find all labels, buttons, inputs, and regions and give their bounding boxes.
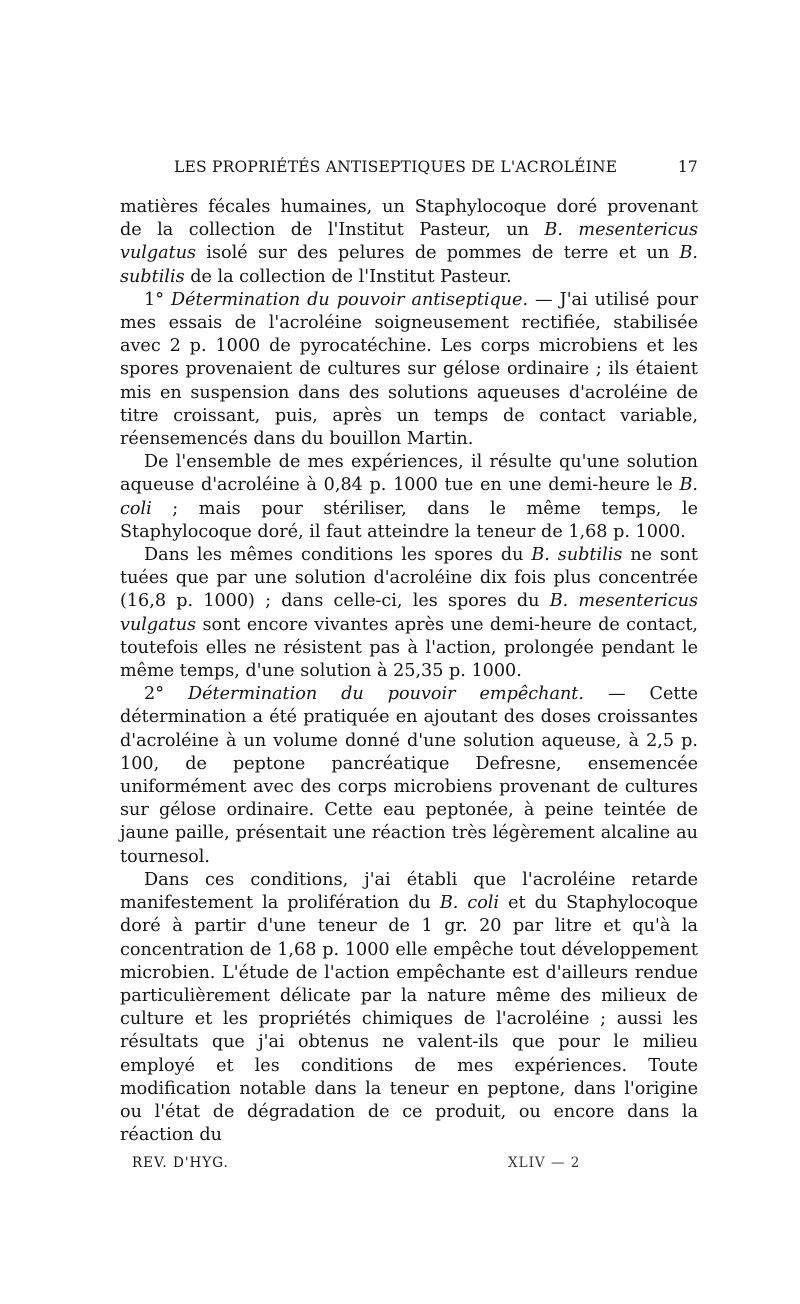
text-run: — J'ai utilisé pour mes essais de l'acroléine soigneusement rectifiée, stabilisée avec 2 p. 1000 de pyrocatéchine. Les corps microbiens et les spores provenaient de cultures sur gélose ordinaire ; ils étaient mis en suspension dans des solutions aqueuses d'acroléine de titre croissant, puis, après un temps de contact variable, réensemencés dans du bouillon Martin. xyxy=(120,289,698,450)
text-run: De l'ensemble de mes expériences, il résulte qu'une solution aqueuse d'acroléine à 0,84 p. 1000 tue en une demi-heure le xyxy=(120,452,698,496)
italic-text: B. subtilis xyxy=(531,545,623,566)
text-run: matières fécales humaines, un Staphylocoque doré provenant de la collection de l'Institut Pasteur, un xyxy=(120,197,698,241)
text-run: Dans ces conditions, j'ai établi que l'acroléine retarde manifestement la prolifération du xyxy=(120,869,698,914)
paragraph xyxy=(120,869,698,1147)
body-text xyxy=(120,196,698,1147)
italic-text: Détermination du pouvoir empêchant. xyxy=(188,684,584,705)
italic-text: B. coli xyxy=(120,475,698,519)
text-run: 2° xyxy=(144,684,188,705)
text-run: de la collection de l'Institut Pasteur. xyxy=(184,266,512,287)
journal-abbreviation: REV. D'HYG. xyxy=(132,1155,229,1172)
running-title: LES PROPRIÉTÉS ANTISEPTIQUES DE L'ACROLÉINE xyxy=(174,158,618,176)
italic-text: B. subtilis xyxy=(120,243,698,287)
text-run: sont encore vivantes après une demi-heure de contact, toutefois elles ne résistent pas à l'action, prolongée pendant le même temps, d'une solution à 25,35 p. 1000. xyxy=(120,614,698,682)
paragraph xyxy=(120,544,698,683)
italic-text: B. coli xyxy=(439,893,500,914)
running-head xyxy=(120,158,698,182)
italic-text: B. mesentericus vulgatus xyxy=(120,220,698,264)
text-run: — Cette détermination a été pratiquée en ajoutant des doses croissantes d'acroléine à un volume donné d'une solution aqueuse, à 2,5 p. 100, de peptone pancréatique Defresne, ensemencée uniformément avec des corps microbiens provenant de cultures sur gélose ordinaire. Cette eau peptonée, à peine teintée de jaune paille, présentait une réaction très légèrement alcaline au tournesol. xyxy=(120,684,698,867)
italic-text: Détermination du pouvoir antiseptique. xyxy=(171,289,529,310)
paragraph xyxy=(120,451,698,544)
text-run: et du Staphylocoque doré à partir d'une teneur de 1 gr. 20 par litre et qu'à la concentration de 1,68 p. 1000 elle empêche tout développement microbien. L'étude de l'action empêchante est d'ailleurs rendue particulièrement délicate par la nature même des milieux de culture et les propriétés chimiques de l'acroléine ; aussi les résultats que j'ai obtenus ne valent-ils que pour le milieu employé et les conditions de mes expériences. Toute modification notable dans la teneur en peptone, dans l'origine ou l'état de dégradation de ce produit, ou encore dans la réaction du xyxy=(120,893,699,1146)
paragraph xyxy=(120,196,698,289)
text-run: isolé sur des pelures de pommes de terre et un xyxy=(196,243,680,264)
text-run: Dans les mêmes conditions les spores du xyxy=(144,545,532,566)
italic-text: B. mesentericus vulgatus xyxy=(120,591,699,635)
signature-mark: XLIV — 2 xyxy=(508,1155,581,1172)
page-footer xyxy=(120,1155,698,1177)
paragraph xyxy=(120,289,698,451)
text-run: 1° xyxy=(144,289,171,310)
text-run: ; mais pour stériliser, dans le même temps, le Staphylocoque doré, il faut atteindre la teneur de 1,68 p. 1000. xyxy=(120,498,698,542)
text-run: ne sont tuées que par une solution d'acroléine dix fois plus concentrée (16,8 p. 1000) ; dans celle-ci, les spores du xyxy=(120,545,699,612)
paragraph xyxy=(120,683,698,869)
page-number: 17 xyxy=(677,158,698,176)
book-page xyxy=(120,158,698,1177)
